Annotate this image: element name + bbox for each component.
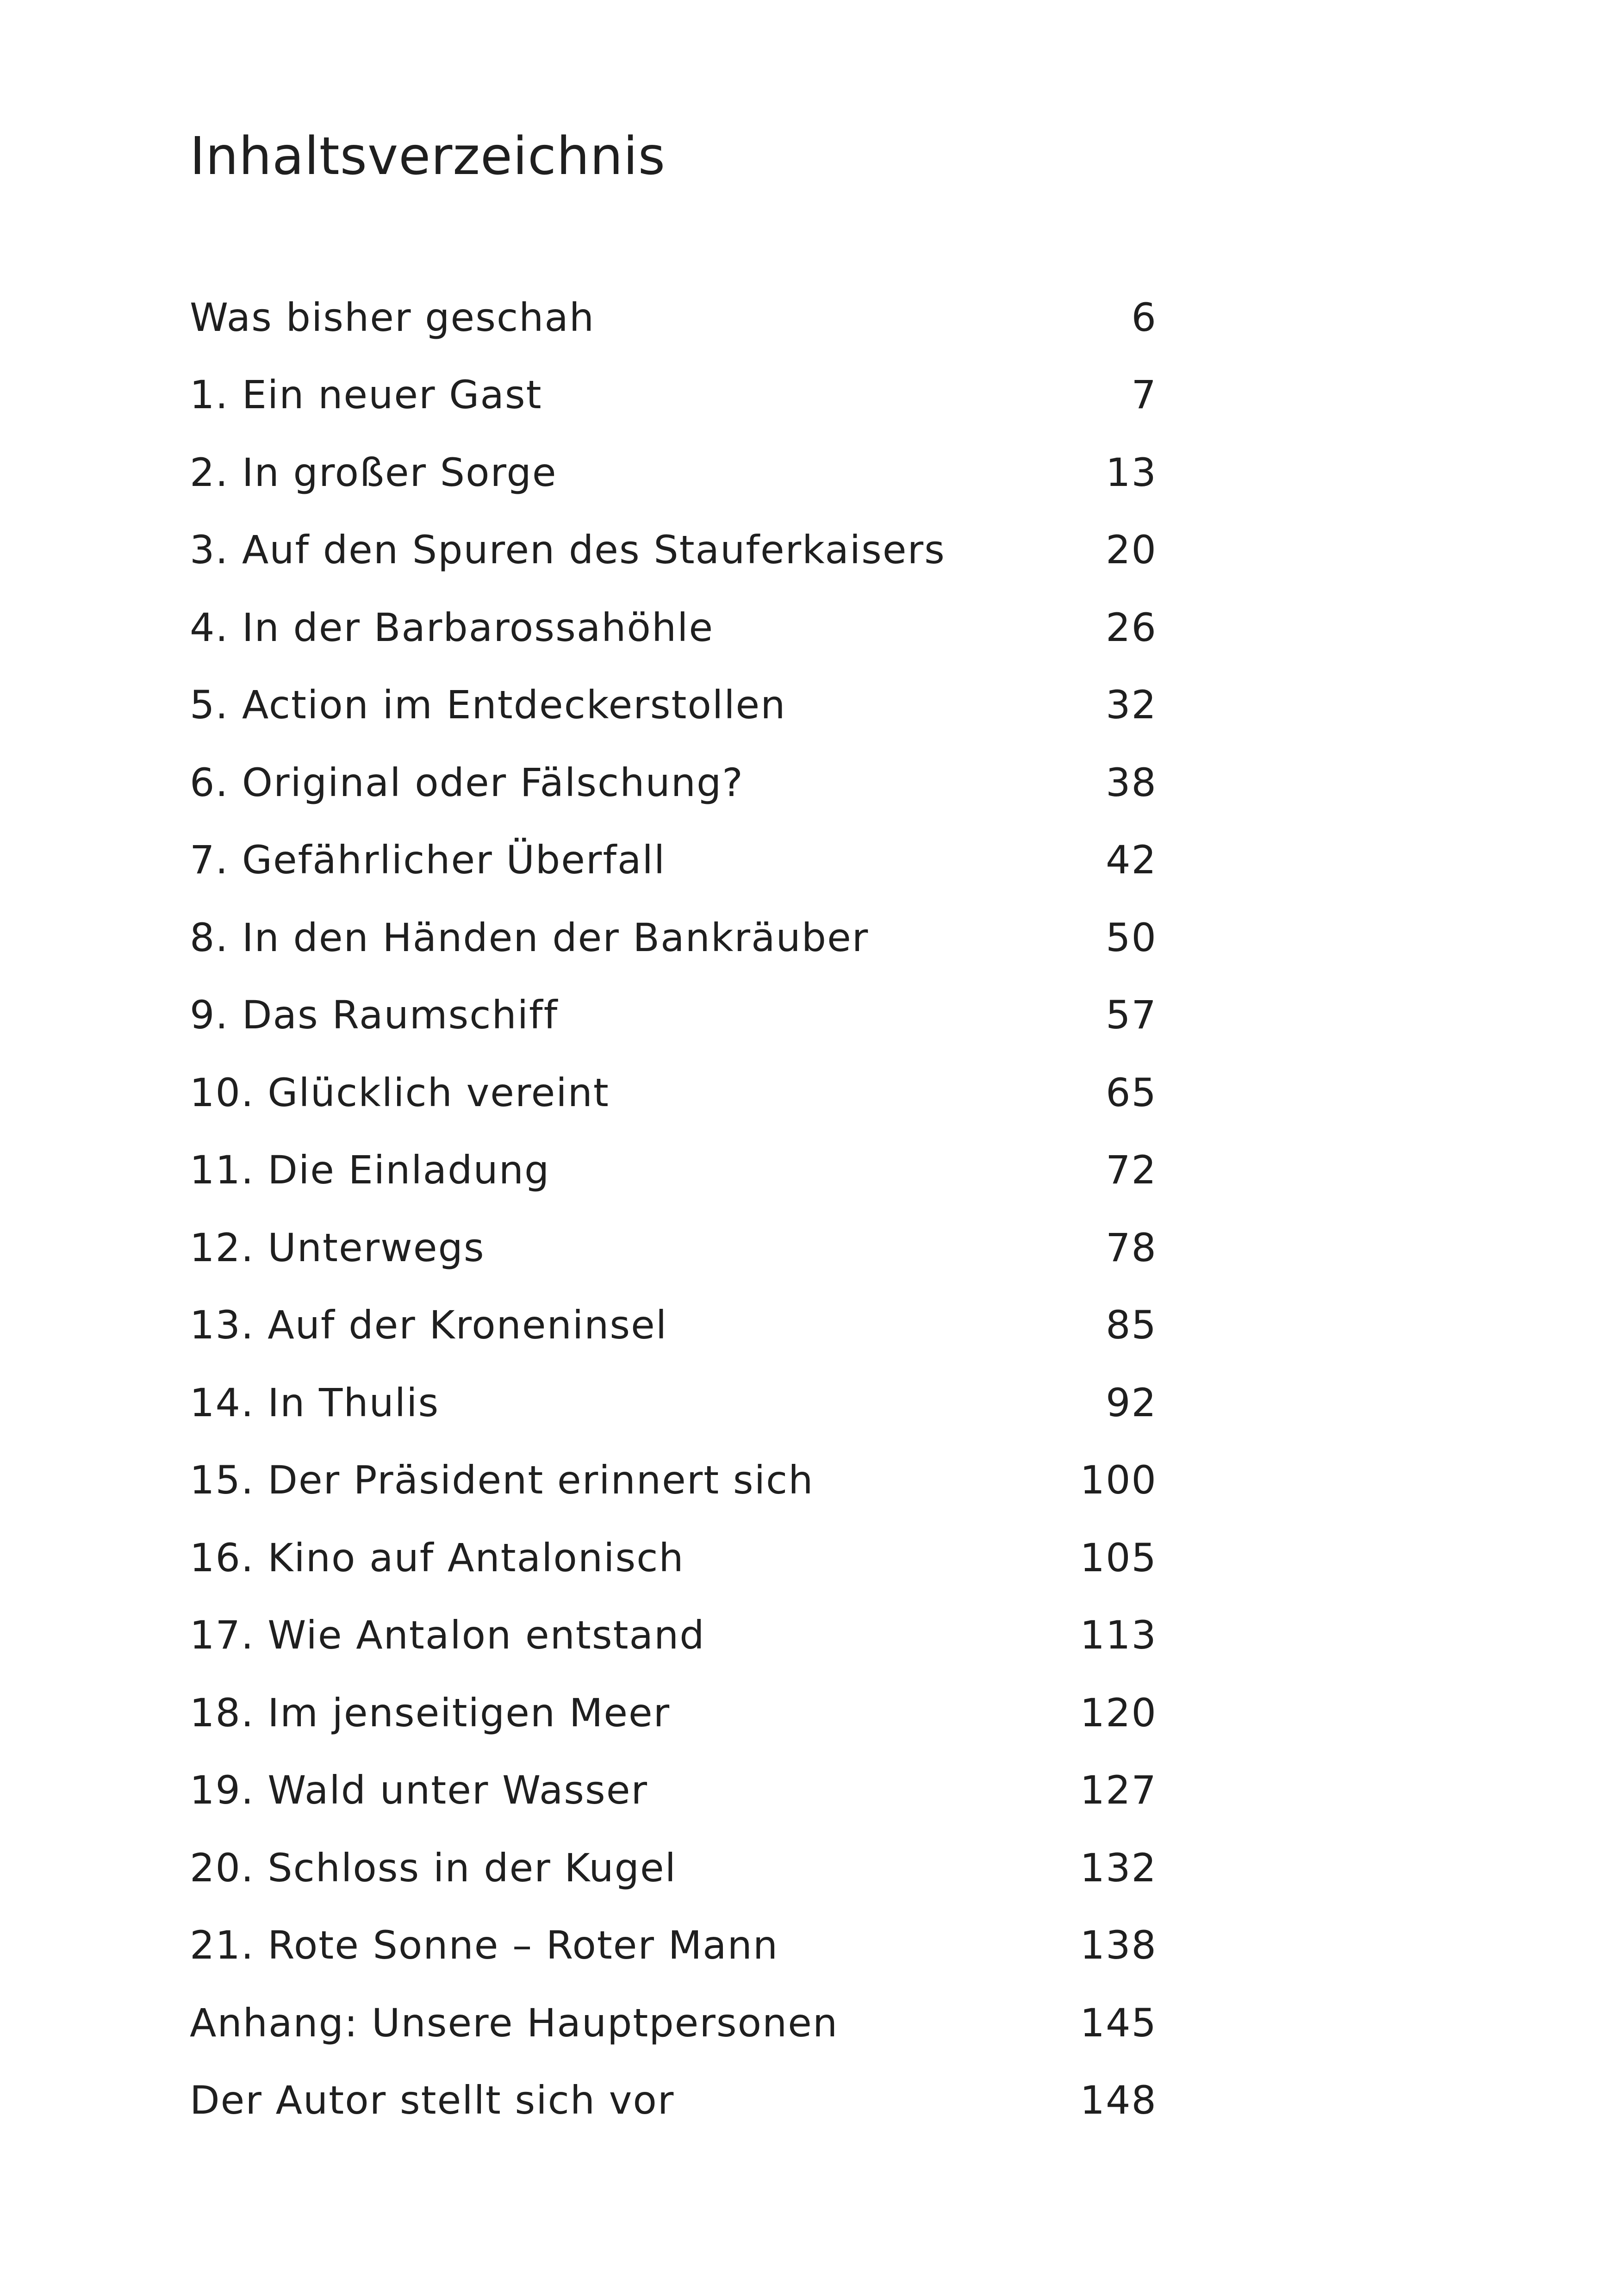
toc-row	[190, 1984, 1157, 2062]
toc-entry-title: 19. Wald unter Wasser	[190, 1767, 648, 1813]
toc-entry-title: Was bisher geschah	[190, 294, 595, 340]
toc-entry-title: 12. Unterwegs	[190, 1225, 485, 1270]
toc-row	[190, 434, 1157, 511]
toc-row	[190, 1519, 1157, 1597]
toc-page-number: 138	[1080, 1923, 1157, 1968]
toc-row	[190, 899, 1157, 977]
toc-entry-title: 10. Glücklich vereint	[190, 1070, 610, 1115]
toc-row	[190, 279, 1157, 356]
toc-row	[190, 1597, 1157, 1674]
toc-page-number: 20	[1106, 527, 1157, 573]
toc-entry-title: 9. Das Raumschiff	[190, 992, 559, 1038]
toc-row	[190, 2062, 1157, 2140]
toc-page-number: 120	[1080, 1690, 1157, 1736]
toc-entry-title: 14. In Thulis	[190, 1380, 440, 1425]
toc-entry-title: 4. In der Barbarossahöhle	[190, 604, 714, 650]
toc-page-number: 145	[1080, 2000, 1157, 2046]
toc-page-number: 127	[1080, 1767, 1157, 1813]
toc-row	[190, 977, 1157, 1054]
toc-page-number: 42	[1106, 837, 1157, 883]
toc-page-number: 92	[1106, 1380, 1157, 1425]
toc-entry-title: 6. Original oder Fälschung?	[190, 759, 744, 805]
toc-row	[190, 1054, 1157, 1132]
toc-entry-title: 18. Im jenseitigen Meer	[190, 1690, 671, 1736]
toc-page-number: 100	[1080, 1457, 1157, 1503]
toc-row	[190, 1674, 1157, 1752]
toc-page-number: 6	[1131, 294, 1157, 340]
toc-row	[190, 1442, 1157, 1519]
toc-entry-title: Der Autor stellt sich vor	[190, 2078, 675, 2123]
toc-row	[190, 356, 1157, 434]
toc-page-number: 132	[1080, 1845, 1157, 1891]
toc-entry-title: 2. In großer Sorge	[190, 449, 557, 495]
toc-row	[190, 1287, 1157, 1364]
toc-entry-title: 20. Schloss in der Kugel	[190, 1845, 677, 1891]
toc-entry-title: 17. Wie Antalon entstand	[190, 1612, 705, 1658]
toc-row	[190, 1752, 1157, 1829]
toc-page-number: 78	[1106, 1225, 1157, 1270]
toc-entry-title: 1. Ein neuer Gast	[190, 372, 542, 418]
toc-row	[190, 744, 1157, 821]
toc-entry-title: 5. Action im Entdeckerstollen	[190, 682, 786, 728]
toc-entry-title: 7. Gefährlicher Überfall	[190, 837, 666, 883]
toc-entry-title: 11. Die Einladung	[190, 1147, 550, 1193]
toc-entry-title: 21. Rote Sonne – Roter Mann	[190, 1923, 779, 1968]
toc-entry-title: Anhang: Unsere Hauptpersonen	[190, 2000, 839, 2046]
toc-row	[190, 511, 1157, 589]
toc-page-number: 26	[1106, 604, 1157, 650]
toc-row	[190, 666, 1157, 744]
toc-entry-title: 15. Der Präsident erinnert sich	[190, 1457, 814, 1503]
page-title: Inhaltsverzeichnis	[190, 126, 666, 187]
toc-page-number: 85	[1106, 1302, 1157, 1348]
toc-page-number: 38	[1106, 759, 1157, 805]
toc-page-number: 105	[1080, 1535, 1157, 1580]
toc-row	[190, 1132, 1157, 1209]
toc-page-number: 57	[1106, 992, 1157, 1038]
toc-entry-title: 16. Kino auf Antalonisch	[190, 1535, 685, 1580]
toc-page-number: 32	[1106, 682, 1157, 728]
toc-entry-title: 8. In den Händen der Bankräuber	[190, 915, 869, 960]
toc-entry-title: 13. Auf der Kroneninsel	[190, 1302, 668, 1348]
table-of-contents	[190, 279, 1157, 2139]
toc-page-number: 50	[1106, 915, 1157, 960]
toc-row	[190, 1209, 1157, 1287]
toc-entry-title: 3. Auf den Spuren des Stauferkaisers	[190, 527, 946, 573]
toc-row	[190, 821, 1157, 899]
toc-row	[190, 1364, 1157, 1442]
toc-page-number: 7	[1131, 372, 1157, 418]
toc-page-number: 113	[1080, 1612, 1157, 1658]
toc-page-number: 72	[1106, 1147, 1157, 1193]
toc-row	[190, 1907, 1157, 1985]
toc-page-number: 148	[1080, 2078, 1157, 2123]
toc-row	[190, 589, 1157, 666]
toc-page-number: 65	[1106, 1070, 1157, 1115]
toc-page-number: 13	[1106, 449, 1157, 495]
toc-row	[190, 1829, 1157, 1907]
